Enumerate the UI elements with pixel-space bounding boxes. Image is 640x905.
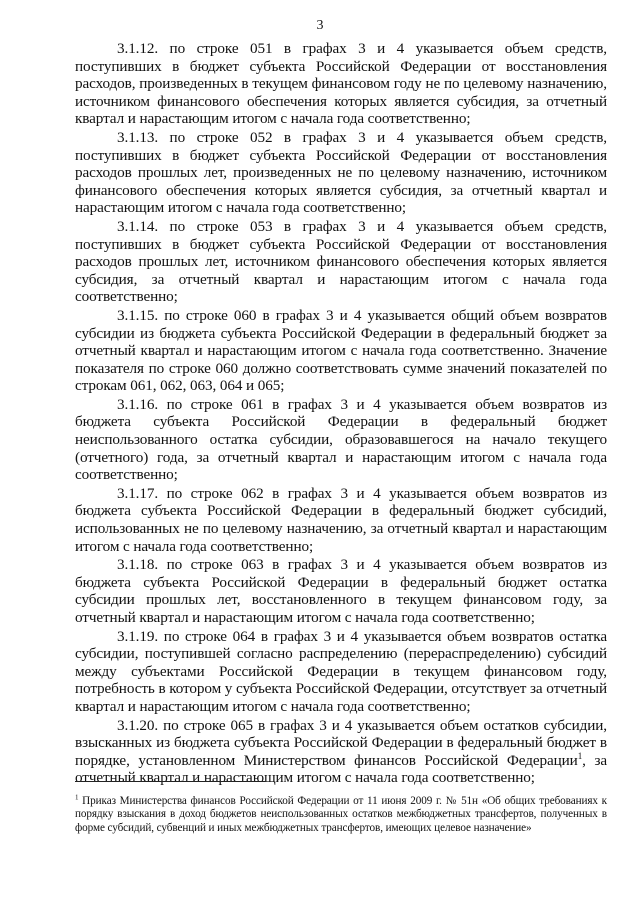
footnote-mark: 1 (75, 793, 79, 802)
paragraph-3-1-15: 3.1.15. по строке 060 в графах 3 и 4 указывается общий объем возвратов субсидии из бюджета субъекта Российской Федерации в федеральный бюджет за отчетный квартал и нарастающим итогом с начала года соответственно. Значение показателя по строке 060 должно соответствовать сумме значений показателей по строкам 061, 062, 063, 064 и 065; (75, 306, 607, 395)
paragraph-3-1-20-text: 3.1.20. по строке 065 в графах 3 и 4 указывается объем остатков субсидии, взысканных из бюджета субъекта Российской Федерации в федеральный бюджет в порядке, установленном Министерством финансов Российской Федерации (75, 716, 607, 769)
document-body (75, 40, 607, 788)
footnote (75, 795, 607, 835)
paragraph-3-1-18: 3.1.18. по строке 063 в графах 3 и 4 указывается объем возвратов из бюджета субъекта Российской Федерации в федеральный бюджет остатка субсидии прошлых лет, восстановленного в текущем финансовом году, за отчетный квартал и нарастающим итогом с начала года соответственно; (75, 556, 607, 626)
footnote-reference: 1 (577, 750, 583, 761)
footnote-divider (75, 781, 265, 782)
paragraph-3-1-13: 3.1.13. по строке 052 в графах 3 и 4 указывается объем средств, поступивших в бюджет субъекта Российской Федерации от восстановления расходов прошлых лет, произведенных не по целевому назначению, источником финансового обеспечения которых является субсидия, за отчетный квартал и нарастающим итогом с начала года соответственно; (75, 128, 607, 217)
paragraph-3-1-16: 3.1.16. по строке 061 в графах 3 и 4 указывается объем возвратов из бюджета субъекта Российской Федерации в федеральный бюджет неиспользованного остатка субсидии, образовавшегося на начало текущего (отчетного) года, за отчетный квартал и нарастающим итогом с начала года соответственно; (75, 395, 607, 484)
page-number: 3 (316, 18, 324, 33)
paragraph-3-1-19: 3.1.19. по строке 064 в графах 3 и 4 указывается объем возвратов остатка субсидии, поступившей согласно распределению (перераспределению) субсидий между субъектами Российской Федерации в текущем финансовом году, потребность в котором у субъекта Российской Федерации, отсутствует за отчетный квартал и нарастающим итогом с начала года соответственно; (75, 627, 607, 715)
paragraph-3-1-20-tail: , за отчетный квартал и нарастающим итогом с начала года соответственно; (75, 751, 607, 787)
paragraph-3-1-12: 3.1.12. по строке 051 в графах 3 и 4 указывается объем средств, поступивших в бюджет субъекта Российской Федерации от восстановления расходов, произведенных в текущем финансовом году не по целевому назначению, источником финансового обеспечения которых является субсидия, за отчетный квартал и нарастающим итогом с начала года соответственно; (75, 40, 607, 128)
footnote-text: Приказ Министерства финансов Российской Федерации от 11 июня 2009 г. № 51н «Об общих требованиях к порядку взыскания в доход бюджетов неиспользованных остатков межбюджетных трансфертов, полученных в форме субсидий, субвенций и иных межбюджетных трансфертов, имеющих целевое назначение» (75, 795, 607, 834)
paragraph-3-1-14: 3.1.14. по строке 053 в графах 3 и 4 указывается объем средств, поступивших в бюджет субъекта Российской Федерации от восстановления расходов прошлых лет, источником финансового обеспечения которых является субсидия, за отчетный квартал и нарастающим итогом с начала года соответственно; (75, 217, 607, 306)
paragraph-3-1-20 (75, 717, 607, 787)
paragraph-3-1-17: 3.1.17. по строке 062 в графах 3 и 4 указывается объем возвратов из бюджета субъекта Российской Федерации в федеральный бюджет субсидий, использованных не по целевому назначению, за отчетный квартал и нарастающим итогом с начала года соответственно; (75, 484, 607, 555)
